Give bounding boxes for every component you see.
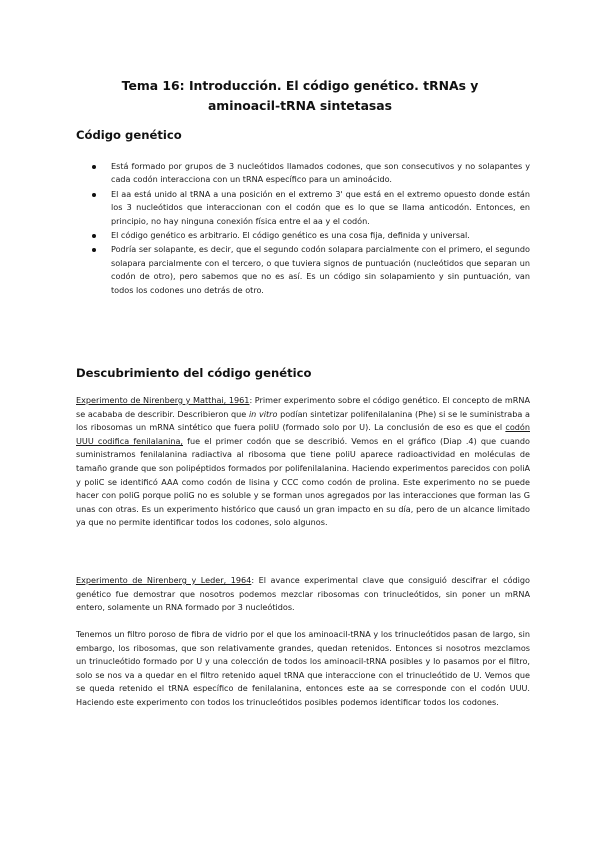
underlined-conclusion: codón UUU codifica fenilalanina, — [76, 422, 530, 446]
paragraph-nirenberg-matthai: Experimento de Nirenberg y Matthai, 1961: Primer experimento sobre el código genético. El concepto de mRNA se acababa de describir. Describieron que in vitro podían sintetizar polifenilalanina (Phe) si se le suministraba a los ribosomas un mRNA sintético que fuera poliU (formado solo por U). La conclusión de eso es que el codón UUU codifica fenilalanina, fue el primer codón que se describió. Vemos en el gráfico (Diap .4) que cuando suministramos fenilalanina radiactiva al ribosoma que tiene poliU aparece radioactividad en moléculas de tamaño grande que son polipéptidos formados por polifenilalanina. Haciendo experimentos parecidos con poliA y poliC se identificó AAA como codón de lisina y CCC como codón de prolina. Este experimento no se puede hacer con poliG porque poliG no es soluble y se forman unos agregados por las interacciones que forman las G unas con otras. Es un experimento histórico que causó un gran impacto en su día, pero de un alcance limitado ya que no permite identificar todos los codones, solo algunos. — [76, 395, 531, 528]
codigo-genetico-list — [76, 160, 530, 298]
italic-term: in vitro — [248, 408, 278, 419]
paragraph-filtro: Tenemos un filtro poroso de fibra de vidrio por el que los aminoacil-tRNA y los trinucleótidos pasan de largo, sin embargo, los ribosomas, que son relativamente grandes, quedan retenidos. Entonces si nosotros mezclamos un trinucleótido formado por U y una colección de todos los aminoacil-tRNA posibles y lo pasamos por el filtro, solo se nos va a quedar en el filtro retenido aquel tRNA que interaccione con el trinucleótido de U. Vemos que se queda retenido el tRNA específico de fenilalanina, entonces este aa se corresponde con el codón UUU. Haciendo este experimento con todos los trinucleótidos posibles podemos identificar todos los codones. — [76, 629, 530, 707]
section-heading-codigo-genetico: Código genético — [76, 128, 182, 142]
title-line-1: Tema 16: Introducción. El código genético. tRNAs y — [121, 78, 479, 93]
list-item: El código genético es arbitrario. El código genético es una cosa fija, definida y universal. — [76, 229, 530, 242]
bullet-icon — [92, 165, 96, 169]
title-line-2: aminoacil-tRNA sintetasas — [207, 98, 393, 113]
list-item: El aa está unido al tRNA a una posición en el extremo 3' que está en el extremo opuesto donde están los 3 nucleótidos que interaccionan con el codón que es lo que se llama anticodón. Entonces, en principio, no hay ninguna conexión física entre el aa y el codón. — [76, 188, 530, 228]
section-heading-descubrimiento: Descubrimiento del código genético — [76, 366, 312, 380]
bullet-icon — [92, 248, 96, 252]
document-title — [110, 76, 490, 116]
reference-nirenberg-matthai: Experimento de Nirenberg y Matthai, 1961 — [76, 395, 250, 405]
bullet-icon — [92, 193, 96, 197]
list-item: Está formado por grupos de 3 nucleótidos llamados codones, que son consecutivos y no solapantes y cada codón interacciona con un tRNA específico para un aminoácido. — [76, 160, 530, 187]
paragraph-nirenberg-leder: Experimento de Nirenberg y Leder, 1964: El avance experimental clave que consiguió descifrar el código genético fue demostrar que nosotros podemos mezclar ribosomas con trinucleótidos, sin poner un mRNA entero, solamente un RNA formado por 3 nucleótidos. — [76, 575, 531, 613]
bullet-icon — [92, 234, 96, 238]
list-item: Podría ser solapante, es decir, que el segundo codón solapara parcialmente con el primero, el segundo solapara parcialmente con el tercero, o que tuviera signos de puntuación (nucleótidos que separan un codón de otro), pero sabemos que no es así. Es un código sin solapamiento y sin puntuación, van todos los codones uno detrás de otro. — [76, 243, 530, 297]
reference-nirenberg-leder: Experimento de Nirenberg y Leder, 1964 — [76, 575, 252, 585]
